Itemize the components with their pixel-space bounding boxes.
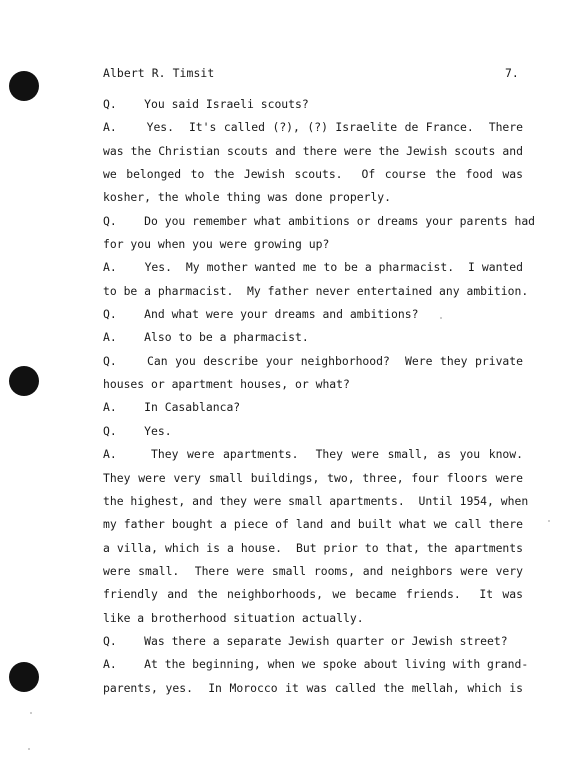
transcript-line: parents, yes. In Morocco it was called the mellah, which is xyxy=(103,680,523,695)
transcript-line: Q. Can you describe your neighborhood? Were they private xyxy=(103,353,523,368)
transcript-line: to be a pharmacist. My father never entertained any ambition. xyxy=(103,283,529,298)
transcript-line: my father bought a piece of land and built what we call there xyxy=(103,517,523,532)
transcript-line: for you when you were growing up? xyxy=(103,237,330,252)
transcript-line: Q. You said Israeli scouts? xyxy=(103,97,309,111)
transcript-line: Q. Yes. xyxy=(103,423,172,438)
transcript-body xyxy=(103,93,536,700)
transcript-line: like a brotherhood situation actually. xyxy=(103,610,364,625)
transcript-line: A. They were apartments. They were small, as you know. xyxy=(103,447,523,462)
transcript-line: A. Yes. It's called (?), (?) Israelite de France. There xyxy=(103,120,523,135)
header-interviewee-name: Albert R. Timsit xyxy=(103,66,215,80)
transcript-line: we belonged to the Jewish scouts. Of course the food was xyxy=(103,167,523,182)
paper-speck xyxy=(440,317,442,319)
paper-speck xyxy=(30,712,32,714)
transcript-line: They were very small buildings, two, three, four floors were xyxy=(103,470,523,485)
header-page-number: 7. xyxy=(505,66,519,80)
transcript-line: Q. Was there a separate Jewish quarter or Jewish street? xyxy=(103,633,508,648)
transcript-line: A. Yes. My mother wanted me to be a pharmacist. I wanted xyxy=(103,260,523,275)
transcript-line: the highest, and they were small apartments. Until 1954, when xyxy=(103,493,529,508)
transcript-line: kosher, the whole thing was done properly. xyxy=(103,190,392,205)
paper-speck xyxy=(548,520,550,522)
transcript-line: were small. There were small rooms, and neighbors were very xyxy=(103,563,523,578)
paper-speck xyxy=(28,748,30,750)
transcript-line: A. Also to be a pharmacist. xyxy=(103,330,309,345)
transcript-line: Q. And what were your dreams and ambitions? xyxy=(103,307,419,322)
transcript-line: friendly and the neighborhoods, we became friends. It was xyxy=(103,587,523,602)
transcript-line: Q. Do you remember what ambitions or dreams your parents had xyxy=(103,213,536,228)
transcript-line: a villa, which is a house. But prior to that, the apartments xyxy=(103,540,523,555)
punch-hole-bottom xyxy=(9,662,39,692)
transcript-line: houses or apartment houses, or what? xyxy=(103,377,350,392)
punch-hole-top xyxy=(9,71,39,101)
transcript-line: A. In Casablanca? xyxy=(103,400,241,415)
transcript-line: A. At the beginning, when we spoke about living with grand- xyxy=(103,657,529,672)
transcript-line: was the Christian scouts and there were the Jewish scouts and xyxy=(103,143,523,158)
punch-hole-middle xyxy=(9,366,39,396)
